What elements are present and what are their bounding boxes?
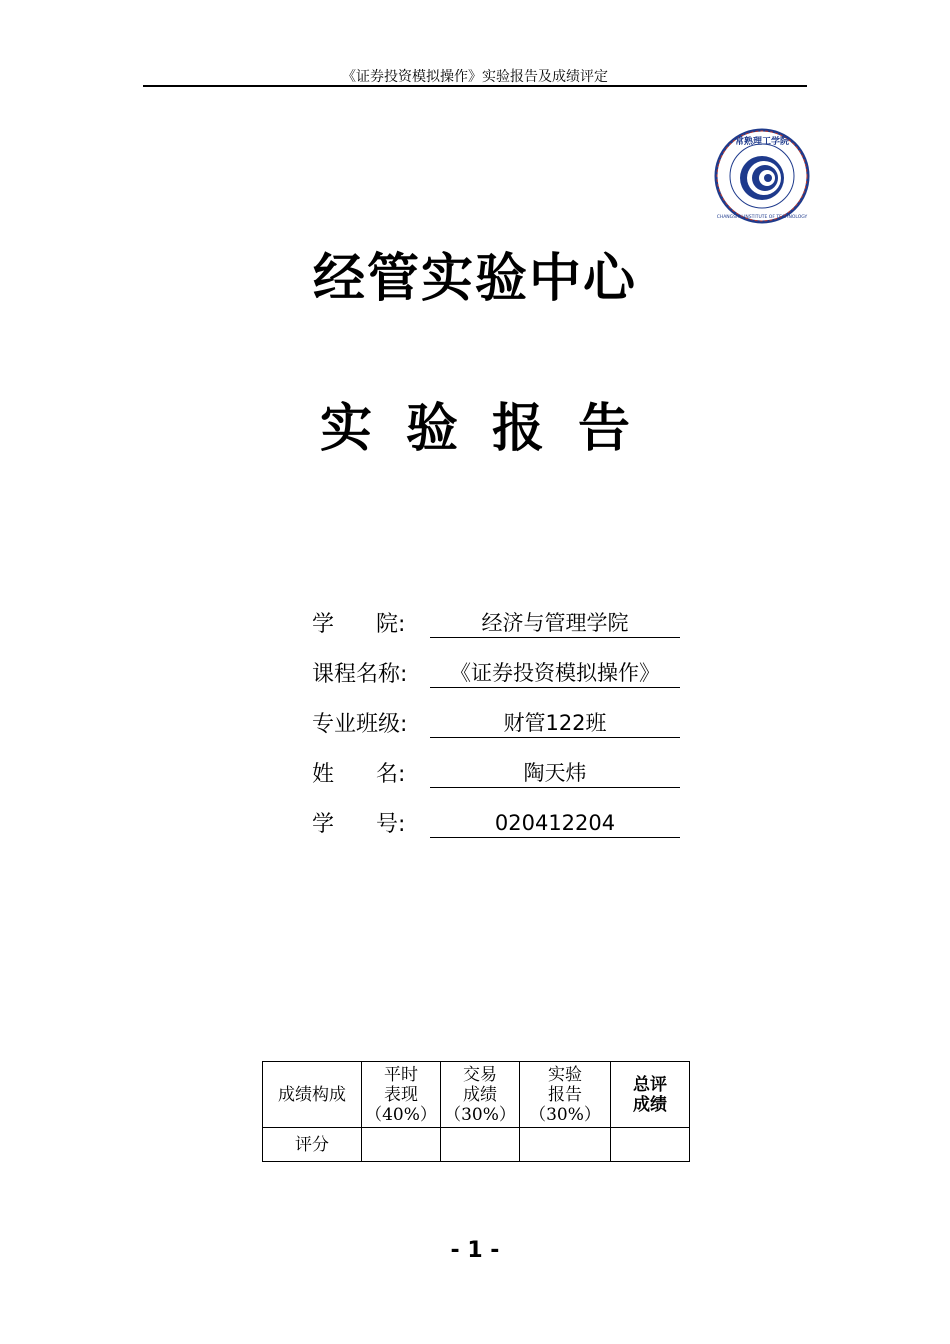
score-table [262, 1061, 690, 1162]
college-seal-icon [714, 128, 810, 224]
info-row-course [312, 660, 692, 690]
table-row [263, 1062, 690, 1128]
score-label-cell: 评分 [263, 1128, 362, 1162]
info-row-college [312, 610, 692, 640]
info-value: 020412204 [430, 810, 680, 838]
row-header-cell: 成绩构成 [263, 1062, 362, 1128]
report-title: 实验报告 [319, 399, 664, 459]
svg-text:常熟理工学院: 常熟理工学院 [734, 137, 790, 147]
header-rule [143, 85, 807, 87]
column-header-cell: 实验 报告 （30%） [520, 1062, 611, 1128]
svg-text:CHANGSHU INSTITUTE OF TECHNOLO: CHANGSHU INSTITUTE OF TECHNOLOGY [716, 215, 808, 220]
info-value: 财管122班 [430, 710, 680, 738]
score-cell [520, 1128, 611, 1162]
table-row [263, 1128, 690, 1162]
page-number: - 1 - [450, 1238, 500, 1263]
center-title: 经管实验中心 [312, 249, 637, 309]
info-value: 经济与管理学院 [430, 610, 680, 638]
info-label: 学 院: [312, 612, 406, 637]
column-header-cell: 交易 成绩 （30%） [441, 1062, 520, 1128]
score-cell [362, 1128, 441, 1162]
score-cell [441, 1128, 520, 1162]
score-cell [611, 1128, 690, 1162]
info-value: 《证券投资模拟操作》 [430, 660, 680, 688]
header-title: 《证券投资模拟操作》实验报告及成绩评定 [342, 69, 608, 85]
info-row-name [312, 760, 692, 790]
info-label: 学 号: [312, 812, 406, 837]
info-label: 姓 名: [312, 762, 406, 787]
total-header-cell: 总评 成绩 [611, 1062, 690, 1128]
info-label: 课程名称: [312, 662, 408, 687]
column-header-cell: 平时 表现 （40%） [362, 1062, 441, 1128]
info-row-student-id [312, 810, 692, 840]
info-value: 陶天炜 [430, 760, 680, 788]
college-seal [714, 128, 810, 224]
info-label: 专业班级: [312, 712, 408, 737]
info-row-class [312, 710, 692, 740]
